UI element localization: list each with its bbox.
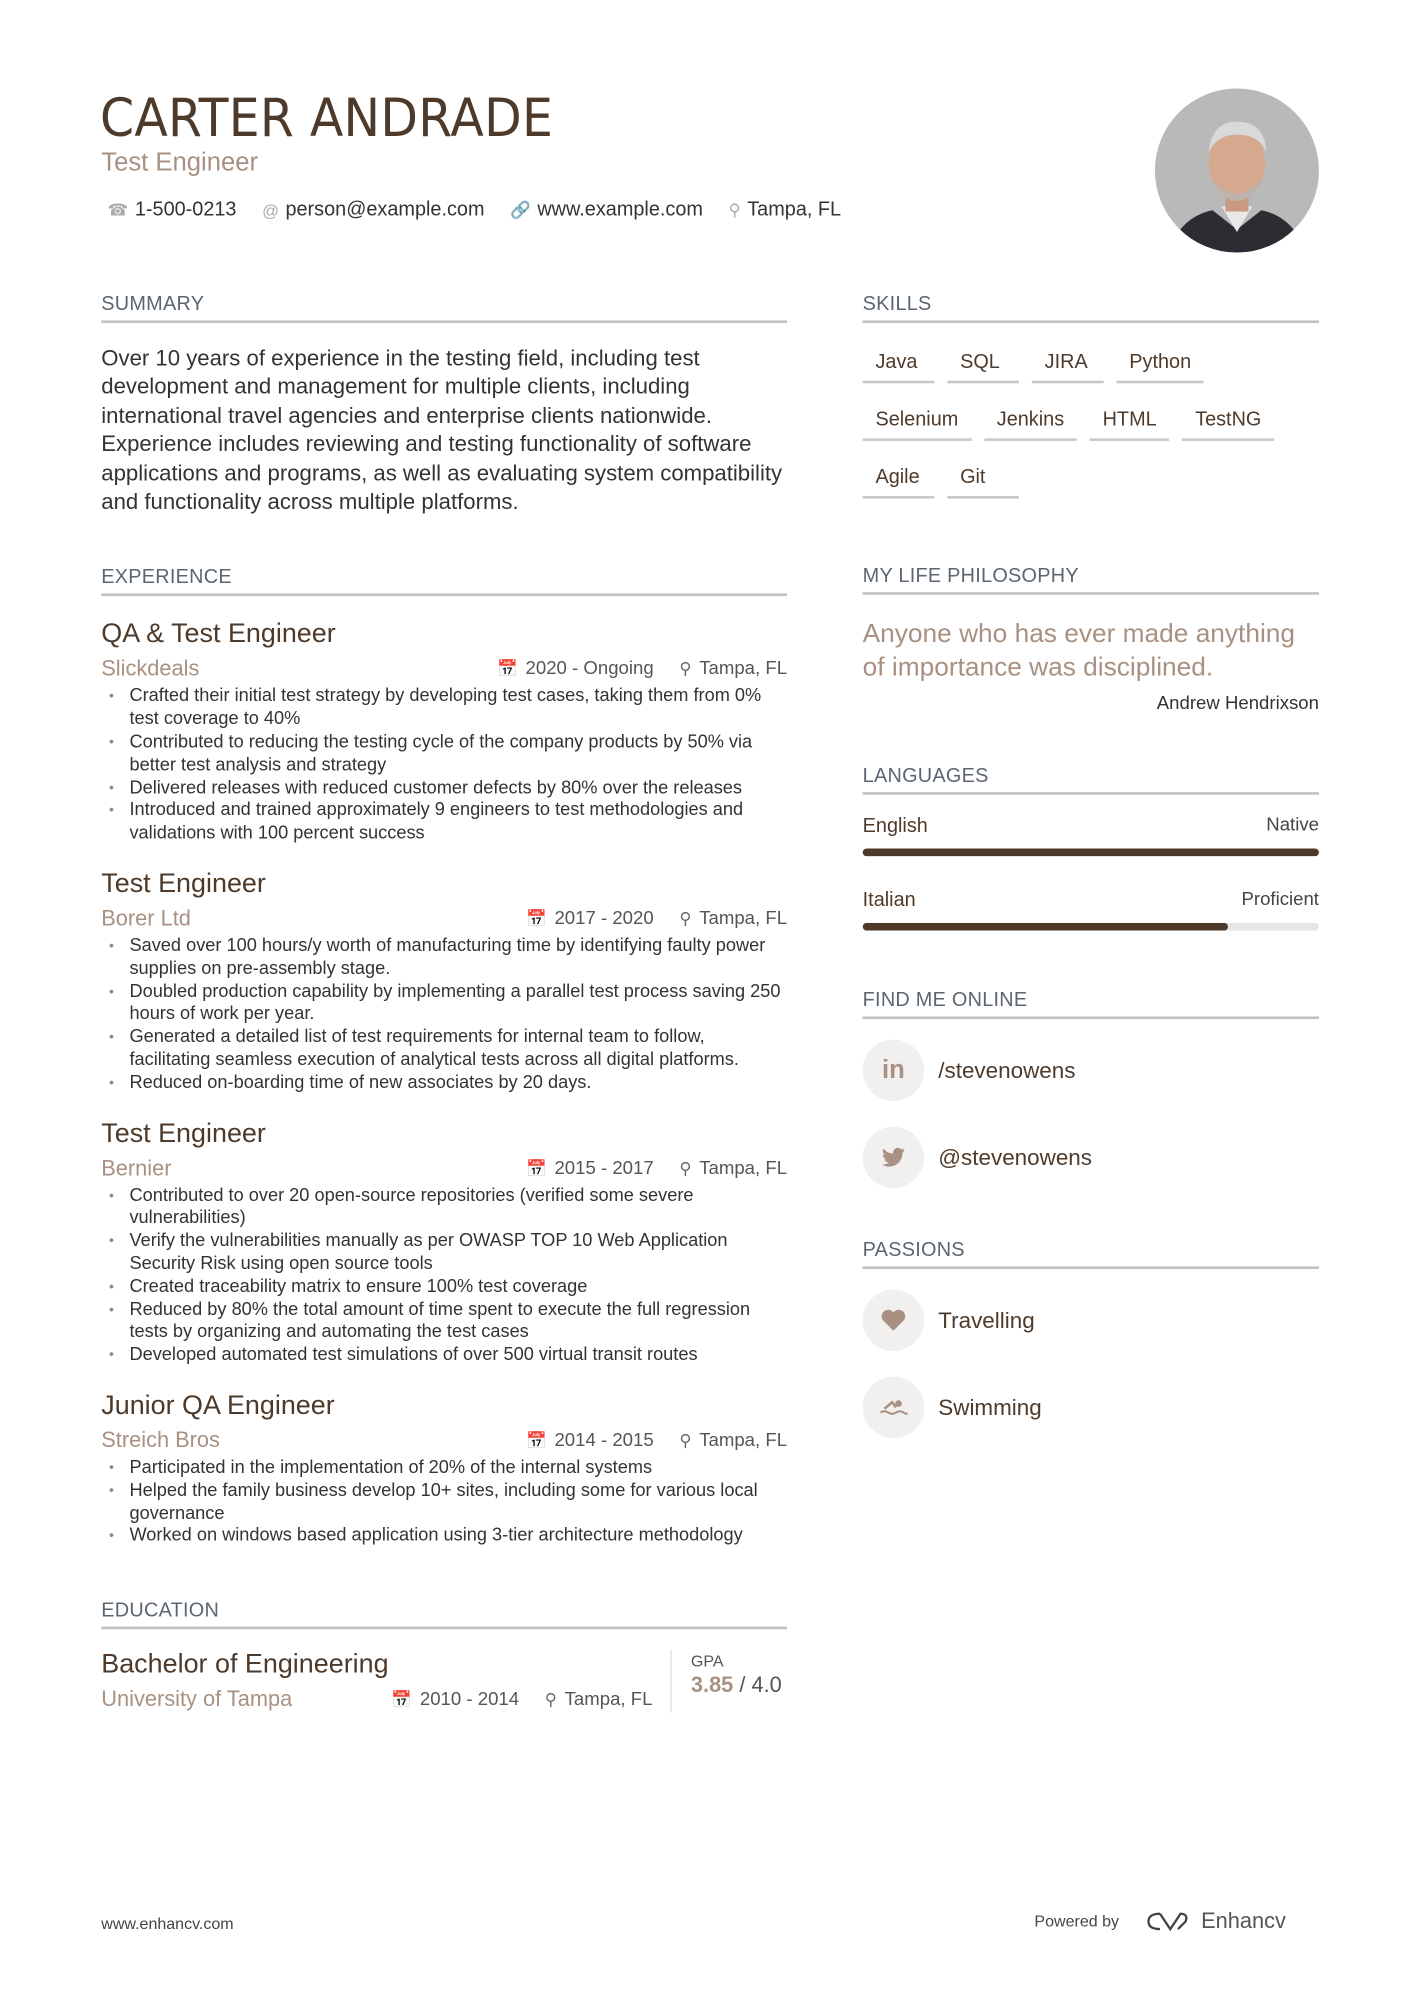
- passions-list: [863, 1289, 1319, 1438]
- section-heading-languages: LANGUAGES: [863, 765, 1319, 794]
- summary-text: Over 10 years of experience in the testing field, including test development and management for multiple clients, including international travel agencies and enterprise clients nationwide. Experience includes reviewing and testing functionality of software applications and programs, as well as evaluating system compatibility and functionality across multiple platforms.: [101, 344, 783, 515]
- bullet-item: • Contributed to reducing the testing cycle of the company products by 50% via better test analysis and strategy: [129, 732, 787, 778]
- skill-tag: JIRA: [1032, 336, 1104, 383]
- bullet-item: • Reduced by 80% the total amount of time spent to execute the full regression tests by organizing and automating the test cases: [129, 1299, 787, 1345]
- gpa-max: / 4.0: [739, 1672, 782, 1698]
- enhancv-logo-icon: [1145, 1910, 1191, 1933]
- company-name: Slickdeals: [101, 656, 200, 682]
- swimming-icon: [863, 1377, 925, 1439]
- skill-tag: Git: [947, 451, 1019, 498]
- twitter-icon: [863, 1127, 925, 1189]
- bullet-item: • Worked on windows based application using 3-tier architecture methodology: [129, 1526, 787, 1549]
- calendar-icon: 📅: [526, 1158, 547, 1178]
- company-name: Streich Bros: [101, 1427, 220, 1453]
- location-icon: ⚲: [728, 199, 741, 220]
- job-title: QA & Test Engineer: [101, 619, 336, 650]
- contact-text: Tampa, FL: [747, 198, 842, 221]
- bullet-list: [101, 936, 787, 1096]
- phone-icon: ☎: [107, 199, 129, 220]
- location-text: Tampa, FL: [699, 1158, 788, 1179]
- dates-text: 2014 - 2015: [554, 1430, 654, 1451]
- skill-tag: TestNG: [1182, 394, 1274, 441]
- candidate-name: CARTER ANDRADE: [99, 87, 554, 149]
- skill-tag: Jenkins: [984, 394, 1077, 441]
- bullet-item: • Created traceability matrix to ensure 100% test coverage: [129, 1276, 787, 1299]
- language-row: [863, 890, 1319, 913]
- education-dates: 2010 - 2014: [419, 1689, 520, 1711]
- bullet-item: • Developed automated test simulations of over 500 virtual transit routes: [129, 1345, 787, 1368]
- contact-text: person@example.com: [285, 198, 485, 221]
- section-heading-skills: SKILLS: [863, 294, 1319, 323]
- job-title: Test Engineer: [101, 869, 266, 899]
- company-name: Bernier: [101, 1155, 172, 1181]
- right-column: [863, 294, 1319, 1439]
- passions-item: [863, 1289, 1319, 1351]
- education-location: Tampa, FL: [564, 1689, 653, 1711]
- language-level: Native: [1266, 815, 1319, 836]
- skill-tag: HTML: [1090, 394, 1170, 441]
- contact-text: 1-500-0213: [134, 198, 237, 221]
- school: University of Tampa: [101, 1687, 293, 1712]
- skill-tag: Selenium: [863, 394, 971, 441]
- language-name: Italian: [862, 889, 916, 912]
- linkedin-icon: in: [863, 1040, 925, 1102]
- languages-list: [863, 815, 1319, 930]
- bullet-item: • Delivered releases with reduced customer defects by 80% over the releases: [129, 778, 787, 801]
- bullet-item: • Saved over 100 hours/y worth of manufacturing time by identifying faulty power supplies on pre-assembly stage.: [129, 936, 787, 982]
- section-heading-experience: EXPERIENCE: [101, 567, 787, 596]
- bullet-item: • Helped the family business develop 10+ sites, including some for various local governance: [129, 1480, 787, 1526]
- language-row: [863, 815, 1319, 838]
- job-meta-row: [101, 657, 787, 683]
- language-proficiency-fill: [863, 849, 1319, 857]
- job-location: [679, 909, 787, 930]
- skills-list: [863, 336, 1319, 499]
- at-icon: @: [262, 200, 280, 220]
- contact-item[interactable]: [108, 199, 237, 222]
- bullet-item: • Generated a detailed list of test requirements for internal team to follow, facilitating seamless execution of analytical tests across all digital platforms.: [129, 1027, 787, 1073]
- gpa-value: 3.85: [690, 1672, 734, 1698]
- candidate-title: Test Engineer: [101, 148, 259, 177]
- philosophy-quote: Anyone who has ever made anything of importance was disciplined.: [862, 619, 1296, 682]
- language-name: English: [862, 815, 928, 838]
- job-location: [679, 1430, 787, 1451]
- location-text: Tampa, FL: [699, 908, 788, 930]
- gpa-block: [670, 1650, 787, 1713]
- experience-list: [101, 620, 787, 1549]
- calendar-icon: 📅: [391, 1689, 413, 1709]
- experience-entry: [101, 869, 787, 1095]
- section-heading-passions: PASSIONS: [863, 1240, 1319, 1269]
- bullet-item: • Reduced on-boarding time of new associates by 20 days.: [129, 1073, 787, 1096]
- job-meta-row: [101, 1428, 787, 1454]
- language-level: Proficient: [1241, 889, 1319, 911]
- skill-tag: Agile: [863, 451, 935, 498]
- degree: Bachelor of Engineering: [101, 1649, 389, 1680]
- online-label: /stevenowens: [938, 1056, 1076, 1083]
- location-text: Tampa, FL: [699, 1430, 788, 1451]
- calendar-icon: 📅: [526, 1430, 547, 1450]
- location-icon: ⚲: [679, 1158, 692, 1178]
- location-icon: ⚲: [679, 659, 692, 679]
- footer-url[interactable]: www.enhancv.com: [101, 1915, 234, 1933]
- job-title: Test Engineer: [101, 1118, 266, 1148]
- contact-row: [108, 199, 841, 222]
- passions-item: [863, 1377, 1319, 1439]
- language-proficiency-bar: [863, 923, 1319, 931]
- section-heading-summary: SUMMARY: [101, 294, 787, 323]
- dates-text: 2017 - 2020: [554, 908, 654, 930]
- skill-tag: Python: [1116, 336, 1204, 383]
- job-dates: [526, 1158, 654, 1179]
- language-item: [863, 815, 1319, 856]
- bullet-item: • Doubled production capability by implementing a parallel test process saving 250 hours of work per year.: [129, 981, 787, 1027]
- calendar-icon: 📅: [497, 659, 518, 679]
- experience-entry: [101, 1118, 787, 1367]
- language-proficiency-fill: [863, 923, 1228, 931]
- location-text: Tampa, FL: [699, 659, 788, 680]
- job-meta-row: [101, 1156, 787, 1182]
- passions-label: Travelling: [938, 1306, 1035, 1333]
- online-list: [863, 1040, 1319, 1189]
- location-icon: ⚲: [544, 1689, 557, 1709]
- location-icon: ⚲: [679, 1430, 692, 1450]
- bullet-list: [101, 1457, 787, 1548]
- job-dates: [497, 659, 654, 680]
- quote-author: Andrew Hendrixson: [1156, 693, 1319, 714]
- calendar-icon: 📅: [526, 908, 547, 929]
- experience-entry: [101, 1391, 787, 1549]
- company-name: Borer Ltd: [101, 906, 191, 931]
- enhancv-logo[interactable]: [1145, 1909, 1286, 1935]
- dates-text: 2020 - Ongoing: [525, 659, 654, 680]
- job-meta-row: [101, 906, 787, 932]
- contact-text: www.example.com: [537, 198, 703, 221]
- bullet-item: • Introduced and trained approximately 9 engineers to test methodologies and validations with 100 percent success: [129, 800, 787, 846]
- profile-photo: [1155, 88, 1319, 252]
- job-dates: [526, 1430, 654, 1451]
- section-heading-online: FIND ME ONLINE: [863, 990, 1319, 1019]
- contact-item[interactable]: [729, 199, 841, 222]
- skill-tag: SQL: [947, 336, 1019, 383]
- section-heading-philosophy: MY LIFE PHILOSOPHY: [863, 565, 1319, 594]
- bullet-item: • Contributed to over 20 open-source repositories (verified some severe vulnerabilities): [129, 1185, 787, 1231]
- brand-name: Enhancv: [1201, 1908, 1286, 1933]
- language-proficiency-bar: [863, 849, 1319, 857]
- online-item[interactable]: [863, 1040, 1319, 1102]
- job-location: [679, 1158, 787, 1179]
- bullet-list: [101, 1185, 787, 1367]
- bullet-item: • Crafted their initial test strategy by developing test cases, taking them from 0% test coverage to 40%: [129, 686, 787, 732]
- contact-item[interactable]: [510, 199, 703, 222]
- bullet-item: • Verify the vulnerabilities manually as per OWASP TOP 10 Web Application Security Risk using open source tools: [129, 1231, 787, 1277]
- bullet-list: [101, 686, 787, 846]
- job-title: Junior QA Engineer: [101, 1390, 335, 1421]
- heart-icon: [863, 1289, 925, 1351]
- job-location: [679, 659, 787, 680]
- footer-branding: [1034, 1909, 1285, 1935]
- passions-label: Swimming: [938, 1393, 1042, 1420]
- skill-tag: Java: [863, 336, 935, 383]
- dates-text: 2015 - 2017: [554, 1158, 654, 1179]
- gpa-label: GPA: [690, 1652, 724, 1671]
- section-heading-education: EDUCATION: [101, 1600, 787, 1629]
- language-item: [863, 890, 1319, 931]
- education-entry: [101, 1650, 787, 1713]
- location-icon: ⚲: [679, 908, 692, 929]
- powered-by-label: Powered by: [1034, 1912, 1120, 1931]
- job-dates: [526, 909, 654, 930]
- experience-entry: [101, 620, 787, 846]
- left-column: [101, 294, 787, 1713]
- link-icon: 🔗: [510, 199, 531, 220]
- contact-item[interactable]: [262, 199, 484, 222]
- online-item[interactable]: [863, 1127, 1319, 1189]
- online-label: @stevenowens: [938, 1144, 1092, 1170]
- bullet-item: • Participated in the implementation of 20% of the internal systems: [129, 1457, 787, 1480]
